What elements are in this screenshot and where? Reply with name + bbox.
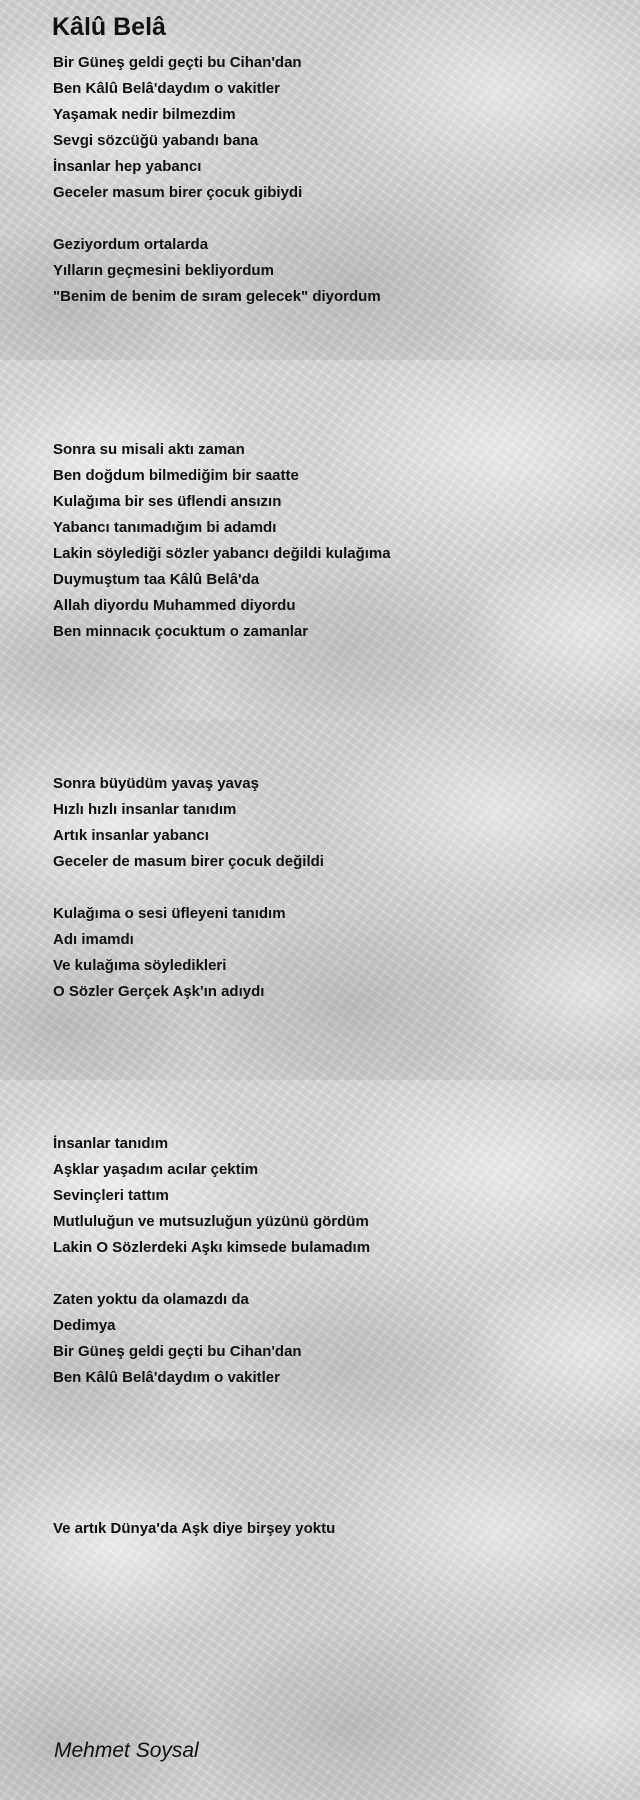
poem-line: Sevgi sözcüğü yabandı bana xyxy=(53,132,259,149)
poem-line: Aşklar yaşadım acılar çektim xyxy=(53,1161,259,1178)
poem-line: Adı imamdı xyxy=(53,931,134,948)
poem-line: Geceler masum birer çocuk gibiydi xyxy=(53,184,303,201)
poem-line: Mutluluğun ve mutsuzluğun yüzünü gördüm xyxy=(53,1213,369,1230)
poem-line: Kulağıma bir ses üflendi ansızın xyxy=(53,493,282,510)
stanza-5 xyxy=(53,901,286,1005)
stanza-3 xyxy=(53,437,391,645)
stanza-4 xyxy=(53,771,324,875)
stanza-6 xyxy=(53,1131,370,1261)
poem-author: Mehmet Soysal xyxy=(54,1739,199,1762)
poem-line: "Benim de benim de sıram gelecek" diyordum xyxy=(53,288,381,305)
poem-line: Kulağıma o sesi üfleyeni tanıdım xyxy=(53,905,286,922)
poem-line: Sevinçleri tattım xyxy=(53,1187,169,1204)
stanza-7 xyxy=(53,1287,302,1391)
stanza-2 xyxy=(53,232,381,310)
poem-line: Ben minnacık çocuktum o zamanlar xyxy=(53,623,309,640)
poem-line: Ben doğdum bilmediğim bir saatte xyxy=(53,467,299,484)
poem-line: Ben Kâlû Belâ'daydım o vakitler xyxy=(53,80,280,97)
poem-line: Ben Kâlû Belâ'daydım o vakitler xyxy=(53,1369,280,1386)
poem-line: Sonra su misali aktı zaman xyxy=(53,441,245,458)
poem-line: Artık insanlar yabancı xyxy=(53,827,209,844)
poem-line: İnsanlar hep yabancı xyxy=(53,158,202,175)
poem-line: Ve artık Dünya'da Aşk diye birşey yoktu xyxy=(53,1520,336,1537)
poem-line: Bir Güneş geldi geçti bu Cihan'dan xyxy=(53,1343,302,1360)
poem-line: Lakin O Sözlerdeki Aşkı kimsede bulamadım xyxy=(53,1239,371,1256)
poem-line: Zaten yoktu da olamazdı da xyxy=(53,1291,249,1308)
poem-title: Kâlû Belâ xyxy=(52,13,166,41)
poem-line: Geziyordum ortalarda xyxy=(53,236,209,253)
poem-line: Yabancı tanımadığım bi adamdı xyxy=(53,519,277,536)
poem-line: O Sözler Gerçek Aşk'ın adıydı xyxy=(53,983,265,1000)
stanza-8 xyxy=(53,1516,335,1542)
poem-line: Lakin söylediği sözler yabancı değildi kulağıma xyxy=(53,545,391,562)
poem-line: Yılların geçmesini bekliyordum xyxy=(53,262,274,279)
stanza-1 xyxy=(53,50,302,206)
poem-line: Yaşamak nedir bilmezdim xyxy=(53,106,236,123)
poem-line: Geceler de masum birer çocuk değildi xyxy=(53,853,324,870)
poem-line: Hızlı hızlı insanlar tanıdım xyxy=(53,801,237,818)
poem-line: İnsanlar tanıdım xyxy=(53,1135,169,1152)
poem-line: Dedimya xyxy=(53,1317,116,1334)
poem-line: Allah diyordu Muhammed diyordu xyxy=(53,597,296,614)
poem-line: Bir Güneş geldi geçti bu Cihan'dan xyxy=(53,54,302,71)
poem-line: Ve kulağıma söyledikleri xyxy=(53,957,227,974)
poem-line: Sonra büyüdüm yavaş yavaş xyxy=(53,775,259,792)
poem-line: Duymuştum taa Kâlû Belâ'da xyxy=(53,571,260,588)
